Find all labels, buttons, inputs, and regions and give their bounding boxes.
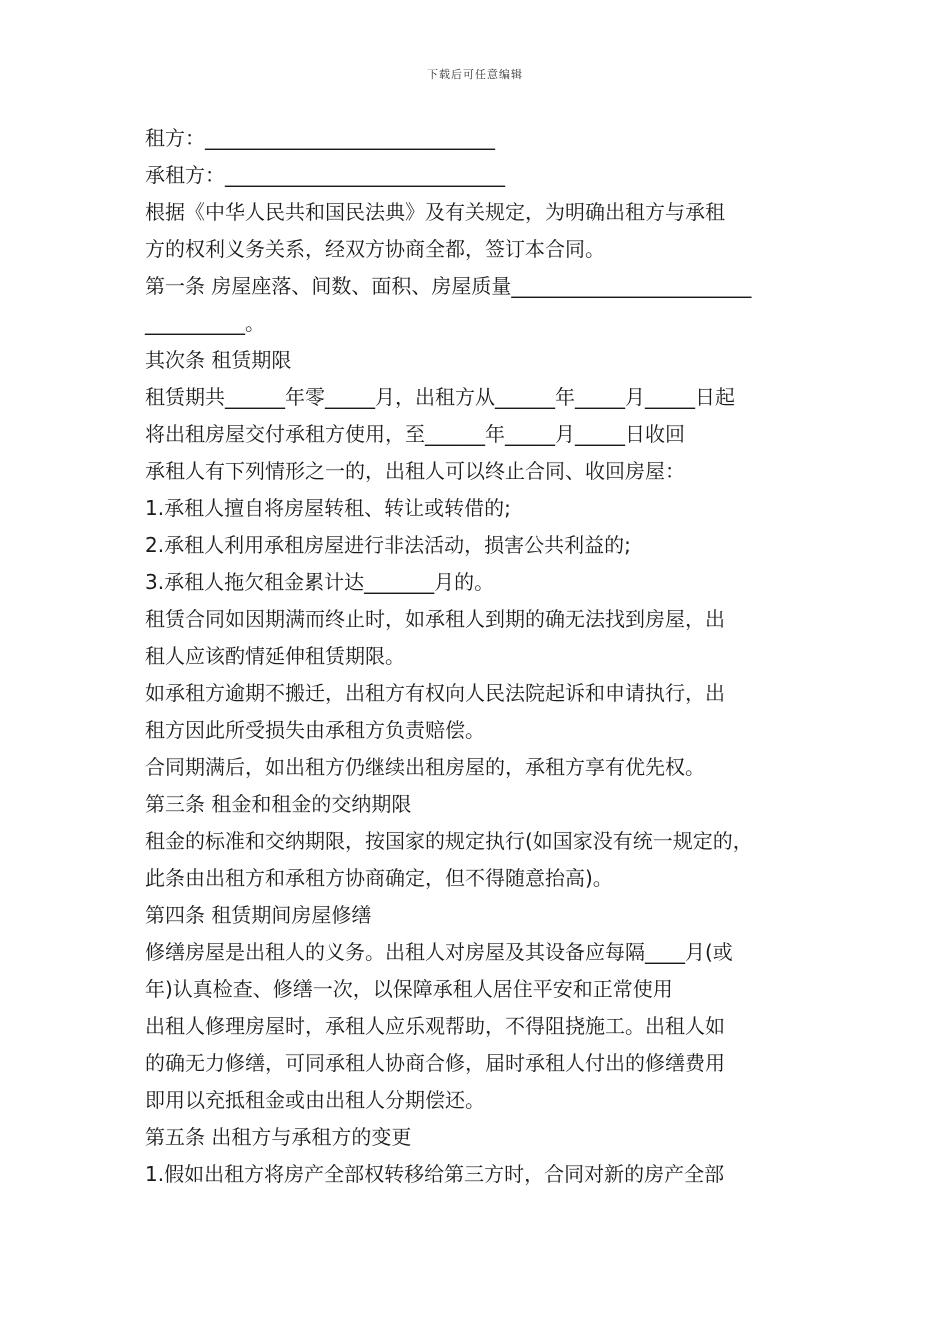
body-paragraph-line: 租金的标准和交纳期限，按国家的规定执行(如国家没有统一规定的， [145, 829, 753, 853]
termination-item: 3.承租人拖欠租金累计达_______月的。 [145, 570, 495, 594]
page-header-note: 下载后可任意编辑 [427, 68, 523, 81]
body-paragraph-line: 的确无力修缮，可同承租人协商合修，届时承租人付出的修缮费用 [145, 1051, 725, 1075]
body-paragraph-line: 如承租方逾期不搬迁，出租方有权向人民法院起诉和申请执行，出 [145, 681, 725, 705]
body-paragraph-line: 租赁合同如因期满而终止时，如承租人到期的确无法找到房屋，出 [145, 607, 725, 631]
termination-item: 2.承租人利用承租房屋进行非法活动，损害公共利益的; [145, 533, 631, 557]
article-1-heading: 第一条 房屋座落、间数、面积、房屋质量________________________ [145, 274, 752, 298]
body-paragraph-line: 租人应该酌情延伸租赁期限。 [145, 644, 405, 668]
body-paragraph-line: 合同期满后，如出租方仍继续出租房屋的，承租方享有优先权。 [145, 755, 705, 779]
body-paragraph-line: 租方因此所受损失由承租方负责赔偿。 [145, 718, 485, 742]
article-4-heading: 第四条 租赁期间房屋修缮 [145, 903, 372, 927]
body-paragraph-line: 修缮房屋是出租人的义务。出租人对房屋及其设备应每隔____月(或 [145, 940, 733, 964]
preamble-line: 根据《中华人民共和国民法典》及有关规定，为明确出租方与承租 [145, 200, 725, 224]
body-paragraph-line: 1.假如出租方将房产全部权转移给第三方时，合同对新的房产全部 [145, 1162, 725, 1186]
body-paragraph-line: 即用以充抵租金或由出租人分期偿还。 [145, 1088, 485, 1112]
article-3-heading: 第三条 租金和租金的交纳期限 [145, 792, 412, 816]
body-paragraph-line: 此条由出租方和承租方协商确定，但不得随意抬高)。 [145, 866, 613, 890]
article-1-blank: __________。 [145, 311, 265, 335]
body-paragraph-line: 年)认真检查、修缮一次，以保障承租人居住平安和正常使用 [145, 977, 673, 1001]
article-5-heading: 第五条 出租方与承租方的变更 [145, 1125, 412, 1149]
body-paragraph-line: 出租人修理房屋时，承租人应乐观帮助，不得阻挠施工。出租人如 [145, 1014, 725, 1038]
termination-intro: 承租人有下列情形之一的，出租人可以终止合同、收回房屋： [145, 459, 685, 483]
article-2-heading: 其次条 租赁期限 [145, 348, 292, 372]
lessee-line: 承租方：____________________________ [145, 163, 505, 187]
lease-term-line: 租赁期共______年零_____月，出租方从______年_____月_____日起 [145, 385, 735, 409]
lease-term-line: 将出租房屋交付承租方使用，至______年_____月_____日收回 [145, 422, 685, 446]
document-body [145, 120, 835, 1193]
lessor-line: 租方：_____________________________ [145, 126, 495, 150]
preamble-line: 方的权利义务关系，经双方协商全都，签订本合同。 [145, 237, 605, 261]
termination-item: 1.承租人擅自将房屋转租、转让或转借的; [145, 496, 511, 520]
